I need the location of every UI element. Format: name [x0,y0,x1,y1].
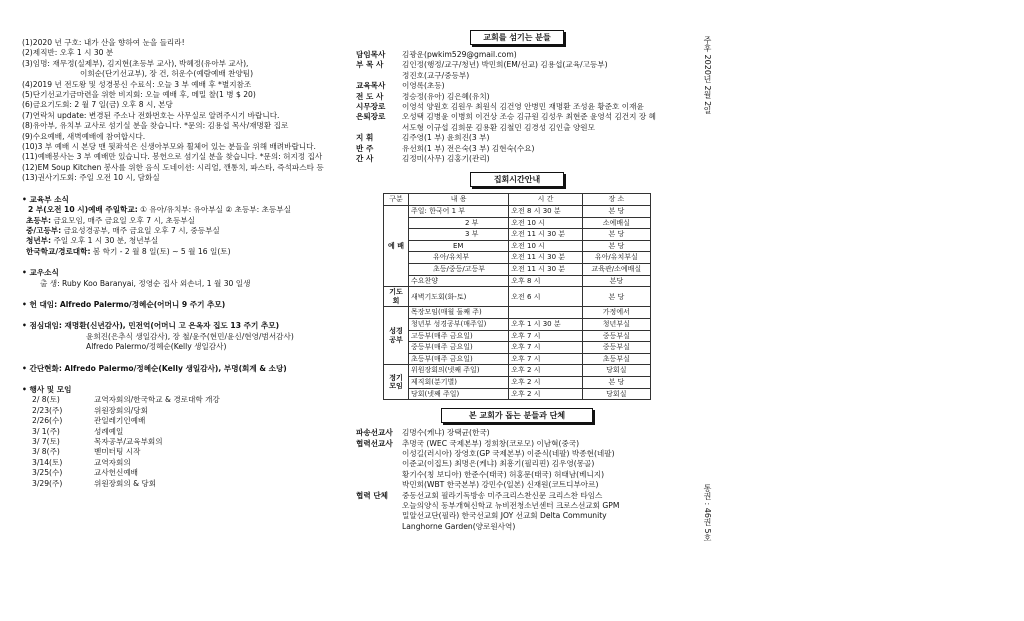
announcement-item: (12)EM Soup Kitchen 봉사를 위한 음식 도네이션: 시리얼, 깬통치, 파스타, 즉석파스타 등 [22,162,324,172]
event-date: 3/ 8(주) [32,447,60,457]
timetable-place: 당회실 [582,388,650,400]
timetable-place: 중등부실 [582,330,650,342]
event-row [22,416,340,426]
announcement-list [22,38,340,184]
announcement-item: (11)예배봉사는 3 부 예배만 있습니다. 봉헌으로 섬기실 분을 찾습니다. *문의: 허지정 집사 [22,152,323,162]
announcement-item: (7)연락처 update: 변경된 주소나 전화번호는 사무실로 알려주시기 바랍니다. [22,110,280,120]
timetable-place: 소예배실 [582,217,650,229]
vertical-volume: 통권 : 46권 5호 [703,484,712,542]
snack-offering: • 간단현화: Alfredo Palermo/정혜순(Kelly 생일감사), 부명(회계 & 소당) [22,363,287,373]
event-text: 교역자회의/한국학교 & 경로대학 개강 [94,395,220,405]
timetable-row [384,388,651,400]
missions-name-continued: 박민희(WBT 한국본부) 강민수(일본) 신재원(코트디부아르) [402,480,599,490]
timetable-header: 구분 [384,194,409,206]
timetable-time: 오전 10 시 [509,217,582,229]
staff-name: 오성택 김병윤 이병희 이건상 조승 김규원 김성우 최현준 윤영석 김건지 장 혜 [402,112,656,122]
event-date: 2/26(수) [32,416,63,426]
event-date: 3/ 7(토) [32,437,60,446]
education-section [22,195,340,257]
timetable-time: 오후 7 시 [509,330,582,342]
timetable-row [384,376,651,388]
timetable-time: 오전 11 시 30 분 [509,264,582,276]
staff-row [356,144,678,154]
missions-name-continued: 밀알선교단(필라) 한국선교회 JOY 선교회 Delta Community [402,511,607,521]
timetable-place: 유아/유치부실 [582,252,650,264]
missions-role: 협력선교사 [356,438,393,448]
announcement-item: (13)권사기도회: 주일 오전 10 시, 담화실 [22,173,160,183]
timetable-content: 유아/유치부 [409,252,509,264]
timetable-time: 오전 10 시 [509,240,582,252]
vertical-date: 주후 2020년 2월 2일 [703,36,712,115]
timetable-place: 중등부실 [582,342,650,354]
timetable-content: 2 부 [409,217,509,229]
flower-offering: • 헌 대임: Alfredo Palermo/정혜순(어머니 9 주기 추모) [22,299,226,309]
staff-row [356,133,678,143]
education-text: 금요성경공부, 매주 금요일 오후 7 시, 중등부실 [61,225,220,235]
event-row [22,479,340,489]
staff-row [356,60,678,70]
timetable-time [509,307,582,319]
missions-name-continued: 오늘의양식 동부개혁신학교 뉴비전청소년센터 크로스선교회 GPM [402,501,620,510]
event-text: 목자공부/교육부회의 [94,437,163,446]
event-row [22,437,340,447]
education-line [22,236,340,246]
timetable-content: 청년부 성경공부(매주일) [409,319,509,331]
lunch-line: • 점심대임: 재명환(신년감사), 민전억(어머니 고 은옥자 집도 13 주기 추모) [22,321,280,331]
timetable-time: 오후 8 시 [509,275,582,287]
missions-row [356,491,678,501]
missions-name-continued: 이준교(이집트) 최명은(케냐) 최흥기(필리핀) 김우영(몽골) [402,459,595,469]
timetable [383,193,651,400]
staff-name: 김광운(pwkim529@gmail.com) [402,50,517,59]
news-section [22,268,340,289]
event-date: 3/14(토) [32,457,63,467]
timetable-content: 제직회(분기별) [409,376,509,388]
event-row [22,458,340,468]
missions-list [356,428,678,532]
timetable-row [384,319,651,331]
news-birth: 출 생: Ruby Koo Baranyai, 정영순 집사 외손녀, 1 월 30 일생 [40,278,251,288]
timetable-time: 오전 11 시 30 분 [509,252,582,264]
timetable-row [384,252,651,264]
announcement-item: (2)제직반: 오후 1 시 30 분 [22,48,114,58]
announcement-item: (5)단기선교기금마련을 위한 비지회: 오늘 예배 후, 메밀 찰(1 병 $ 20) [22,90,256,100]
announcement-item: 이희순(단기선교부), 장 건, 허운수(예람예배 찬양팀) [80,69,254,79]
timetable-title: 집회시간안내 [470,172,564,187]
timetable-content: 수요찬양 [409,275,509,287]
timetable-content: 당회(넷째 주일) [409,388,509,400]
education-label: 초등부: [26,215,52,225]
timetable-time: 오후 2 시 [509,365,582,377]
missions-title: 본 교회가 돕는 분들과 단체 [441,408,593,423]
event-date: 3/ 1(주) [32,426,60,436]
events-heading: • 행사 및 모임 [22,384,72,394]
right-column [356,30,678,532]
timetable-content: 위원장회의(넷째 주일) [409,365,509,377]
education-text: 금요모임, 매주 금요일 오후 7 시, 초등부실 [51,215,195,225]
news-heading: • 교우소식 [22,268,59,278]
event-row [22,406,340,416]
lunch-line: Alfredo Palermo/정혜순(Kelly 생일감사) [86,342,227,352]
timetable-time: 오전 11 시 30 분 [509,229,582,241]
staff-name: 이영록(초등) [402,81,445,91]
staff-role: 전 도 사 [356,91,384,101]
announcement-item: (8)유아부, 유치부 교사로 섬기실 분을 찾습니다. *문의: 김용섭 목사/재명환 집로 [22,121,289,131]
staff-row [356,81,678,91]
timetable-place: 초등부실 [582,353,650,365]
missions-row [356,439,678,449]
timetable-place: 가정에서 [582,307,650,319]
timetable-header: 장 소 [582,194,650,206]
missions-name: 추명국 (WEC 국제본부) 정희창(코로모) 이남혁(중국) [402,438,580,448]
missions-name: 중동선교회 필라기독방송 미주크리스찬신문 크리스찬 타임스 [402,490,603,500]
event-text: 벧미터팅 시작 [94,447,141,457]
timetable-header: 시 간 [509,194,582,206]
staff-row [356,112,678,122]
missions-name-continued: Langhorne Garden(양로원사역) [402,521,516,531]
education-heading: • 교육부 소식 [22,194,69,204]
staff-row [356,92,678,102]
timetable-place: 본당 [582,275,650,287]
staff-name: 김주영(1 부) 윤희진(3 부) [402,133,490,143]
event-row [22,427,340,437]
timetable-content: 초등/중등/고등부 [409,264,509,276]
event-date: 2/23(주) [32,405,63,415]
announcement-item: (4)2019 년 전도왕 및 성경봉신 수료식: 오늘 3 부 예배 후 *별지참조 [22,79,252,89]
timetable-place: 본 당 [582,287,650,307]
education-line [22,226,340,236]
education-text: 주일 오후 1 시 30 분, 청년부실 [51,236,159,246]
announcement-item: (1)2020 년 구호: 내가 산을 향하여 눈을 들리라! [22,38,185,47]
staff-name-continued: 서도형 이규섭 김희문 김용환 김철민 김경성 김인출 양원모 [402,122,595,132]
timetable-place: 본 당 [582,206,650,218]
announcement-item: (6)금요기도회: 2 월 7 일(금) 오후 8 시, 본당 [22,100,173,110]
event-row [22,447,340,457]
event-date: 3/25(수) [32,468,63,478]
event-text: 교사헌신예배 [94,468,139,478]
timetable-category: 예 배 [384,206,409,287]
timetable-row [384,240,651,252]
timetable-place: 본 당 [582,240,650,252]
timetable-time: 오전 6 시 [509,287,582,307]
staff-role: 시무장로 [356,102,386,112]
timetable-row [384,365,651,377]
education-text: 봄 학기 - 2 월 8 일(토) ~ 5 월 16 일(토) [90,246,231,256]
timetable-content: 주일: 한국어 1 부 [409,206,509,218]
timetable-time: 오후 7 시 [509,353,582,365]
education-line [22,205,340,215]
timetable-content: 초등부(매주 금요일) [409,353,509,365]
staff-role: 반 주 [356,143,374,153]
staff-role: 간 사 [356,154,374,164]
timetable-content: 3 부 [409,229,509,241]
timetable-time: 오후 2 시 [509,376,582,388]
event-text: 성례예일 [94,426,124,436]
timetable-row [384,307,651,319]
education-text: ① 유아/유치부: 유아부실 ② 초등부: 초등부실 [137,205,291,215]
announcement-item: (3)임명: 재무정(실제부), 김지현(초등부 교사), 박혜정(유아부 교사), [22,58,249,68]
timetable-content: 목장모임(매월 둘째 주) [409,307,509,319]
missions-name: 김명수(케냐) 장택균(한국) [402,428,490,438]
left-column [22,38,340,489]
event-text: 관일레기인예배 [94,416,146,426]
staff-name: 정승정(유아) 김은혜(유치) [402,91,490,101]
timetable-row [384,287,651,307]
staff-name-continued: 정진호(교구/중등부) [402,70,470,80]
timetable-row [384,342,651,354]
timetable-row [384,330,651,342]
staff-name: 유선희(1 부) 전은숙(3 부) 김현숙(수요) [402,143,535,153]
staff-name: 김정미(사무) 김홍기(관리) [402,154,490,164]
education-label: 청년부: [26,236,52,246]
timetable-place: 본 당 [582,376,650,388]
timetable-row [384,206,651,218]
lunch-section [22,321,340,352]
timetable-time: 오후 2 시 [509,388,582,400]
education-line [22,247,340,257]
missions-name-continued: 이성길(러시아) 장영호(GP 국제본부) 이준식(네팔) 박종현(네팔) [402,448,615,458]
timetable-row [384,217,651,229]
timetable-place: 본 당 [582,229,650,241]
timetable-row [384,353,651,365]
timetable-content: 새벽기도회(화-토) [409,287,509,307]
event-row [22,395,340,405]
timetable-category: 성경공부 [384,307,409,365]
timetable-category: 정기모임 [384,365,409,400]
timetable-time: 오후 1 시 30 분 [509,319,582,331]
staff-role: 지 휘 [356,133,374,143]
timetable-row [384,264,651,276]
lunch-line: 윤희진(은추식 생일감사), 장 철/윤주(현민/윤신/현영/범서감사) [86,331,294,341]
timetable-row [384,275,651,287]
missions-role: 협력 단체 [356,490,388,500]
timetable-header: 내 용 [409,194,509,206]
staff-row [356,50,678,60]
staff-role: 은퇴장로 [356,112,386,122]
timetable-content: EM [409,240,509,252]
event-text: 위원장회의/당회 [94,405,148,415]
missions-name-continued: 황기수(칭 보디아) 한준수(태국) 허홍문(태국) 허태남(베니지) [402,469,605,479]
timetable-header-row [384,194,651,206]
education-label: 중/고등부: [26,225,62,235]
staff-role: 교육목사 [356,81,386,91]
missions-row [356,428,678,438]
timetable-content: 중등부(매주 금요일) [409,342,509,354]
timetable-place: 교육관/소예배실 [582,264,650,276]
events-section [22,385,340,489]
announcement-item: (9)수요예배, 새벽예배에 참여합시다. [22,131,146,141]
timetable-time: 오후 7 시 [509,342,582,354]
timetable-time: 오전 8 시 30 분 [509,206,582,218]
staff-row [356,154,678,164]
staff-role: 담임목사 [356,50,386,59]
event-row [22,468,340,478]
event-text: 위원장회의 & 당회 [94,478,157,488]
event-date: 3/29(주) [32,478,63,488]
staff-name: 이영석 양원호 김원우 최원식 김건영 안병민 재명환 조성윤 황준호 이재윤 [402,102,644,112]
timetable-place: 당회실 [582,365,650,377]
timetable-content: 고등부(매주 금요일) [409,330,509,342]
announcement-item: (10)3 부 예배 시 본당 맨 뒷좌석은 신생아부모와 휠체어 있는 분들을 위해 배려바랍니다. [22,142,316,152]
missions-role: 파송선교사 [356,428,393,438]
timetable-row [384,229,651,241]
staff-list [356,50,678,164]
staff-title: 교회를 섬기는 분들 [470,30,564,45]
timetable-place: 청년부실 [582,319,650,331]
education-label: 한국학교/경로대학: [26,246,91,256]
timetable-category: 기도회 [384,287,409,307]
event-date: 2/ 8(토) [32,395,60,405]
event-text: 교역자회의 [94,457,131,467]
education-label: 2 부(오전 10 시)예배 주일학교: [28,205,138,215]
staff-role: 부 목 사 [356,60,384,70]
staff-row [356,102,678,112]
education-line [22,216,340,226]
staff-name: 김인정(행정/교구/청년) 박민희(EM/선교) 김용섭(교육/고등부) [402,60,608,70]
